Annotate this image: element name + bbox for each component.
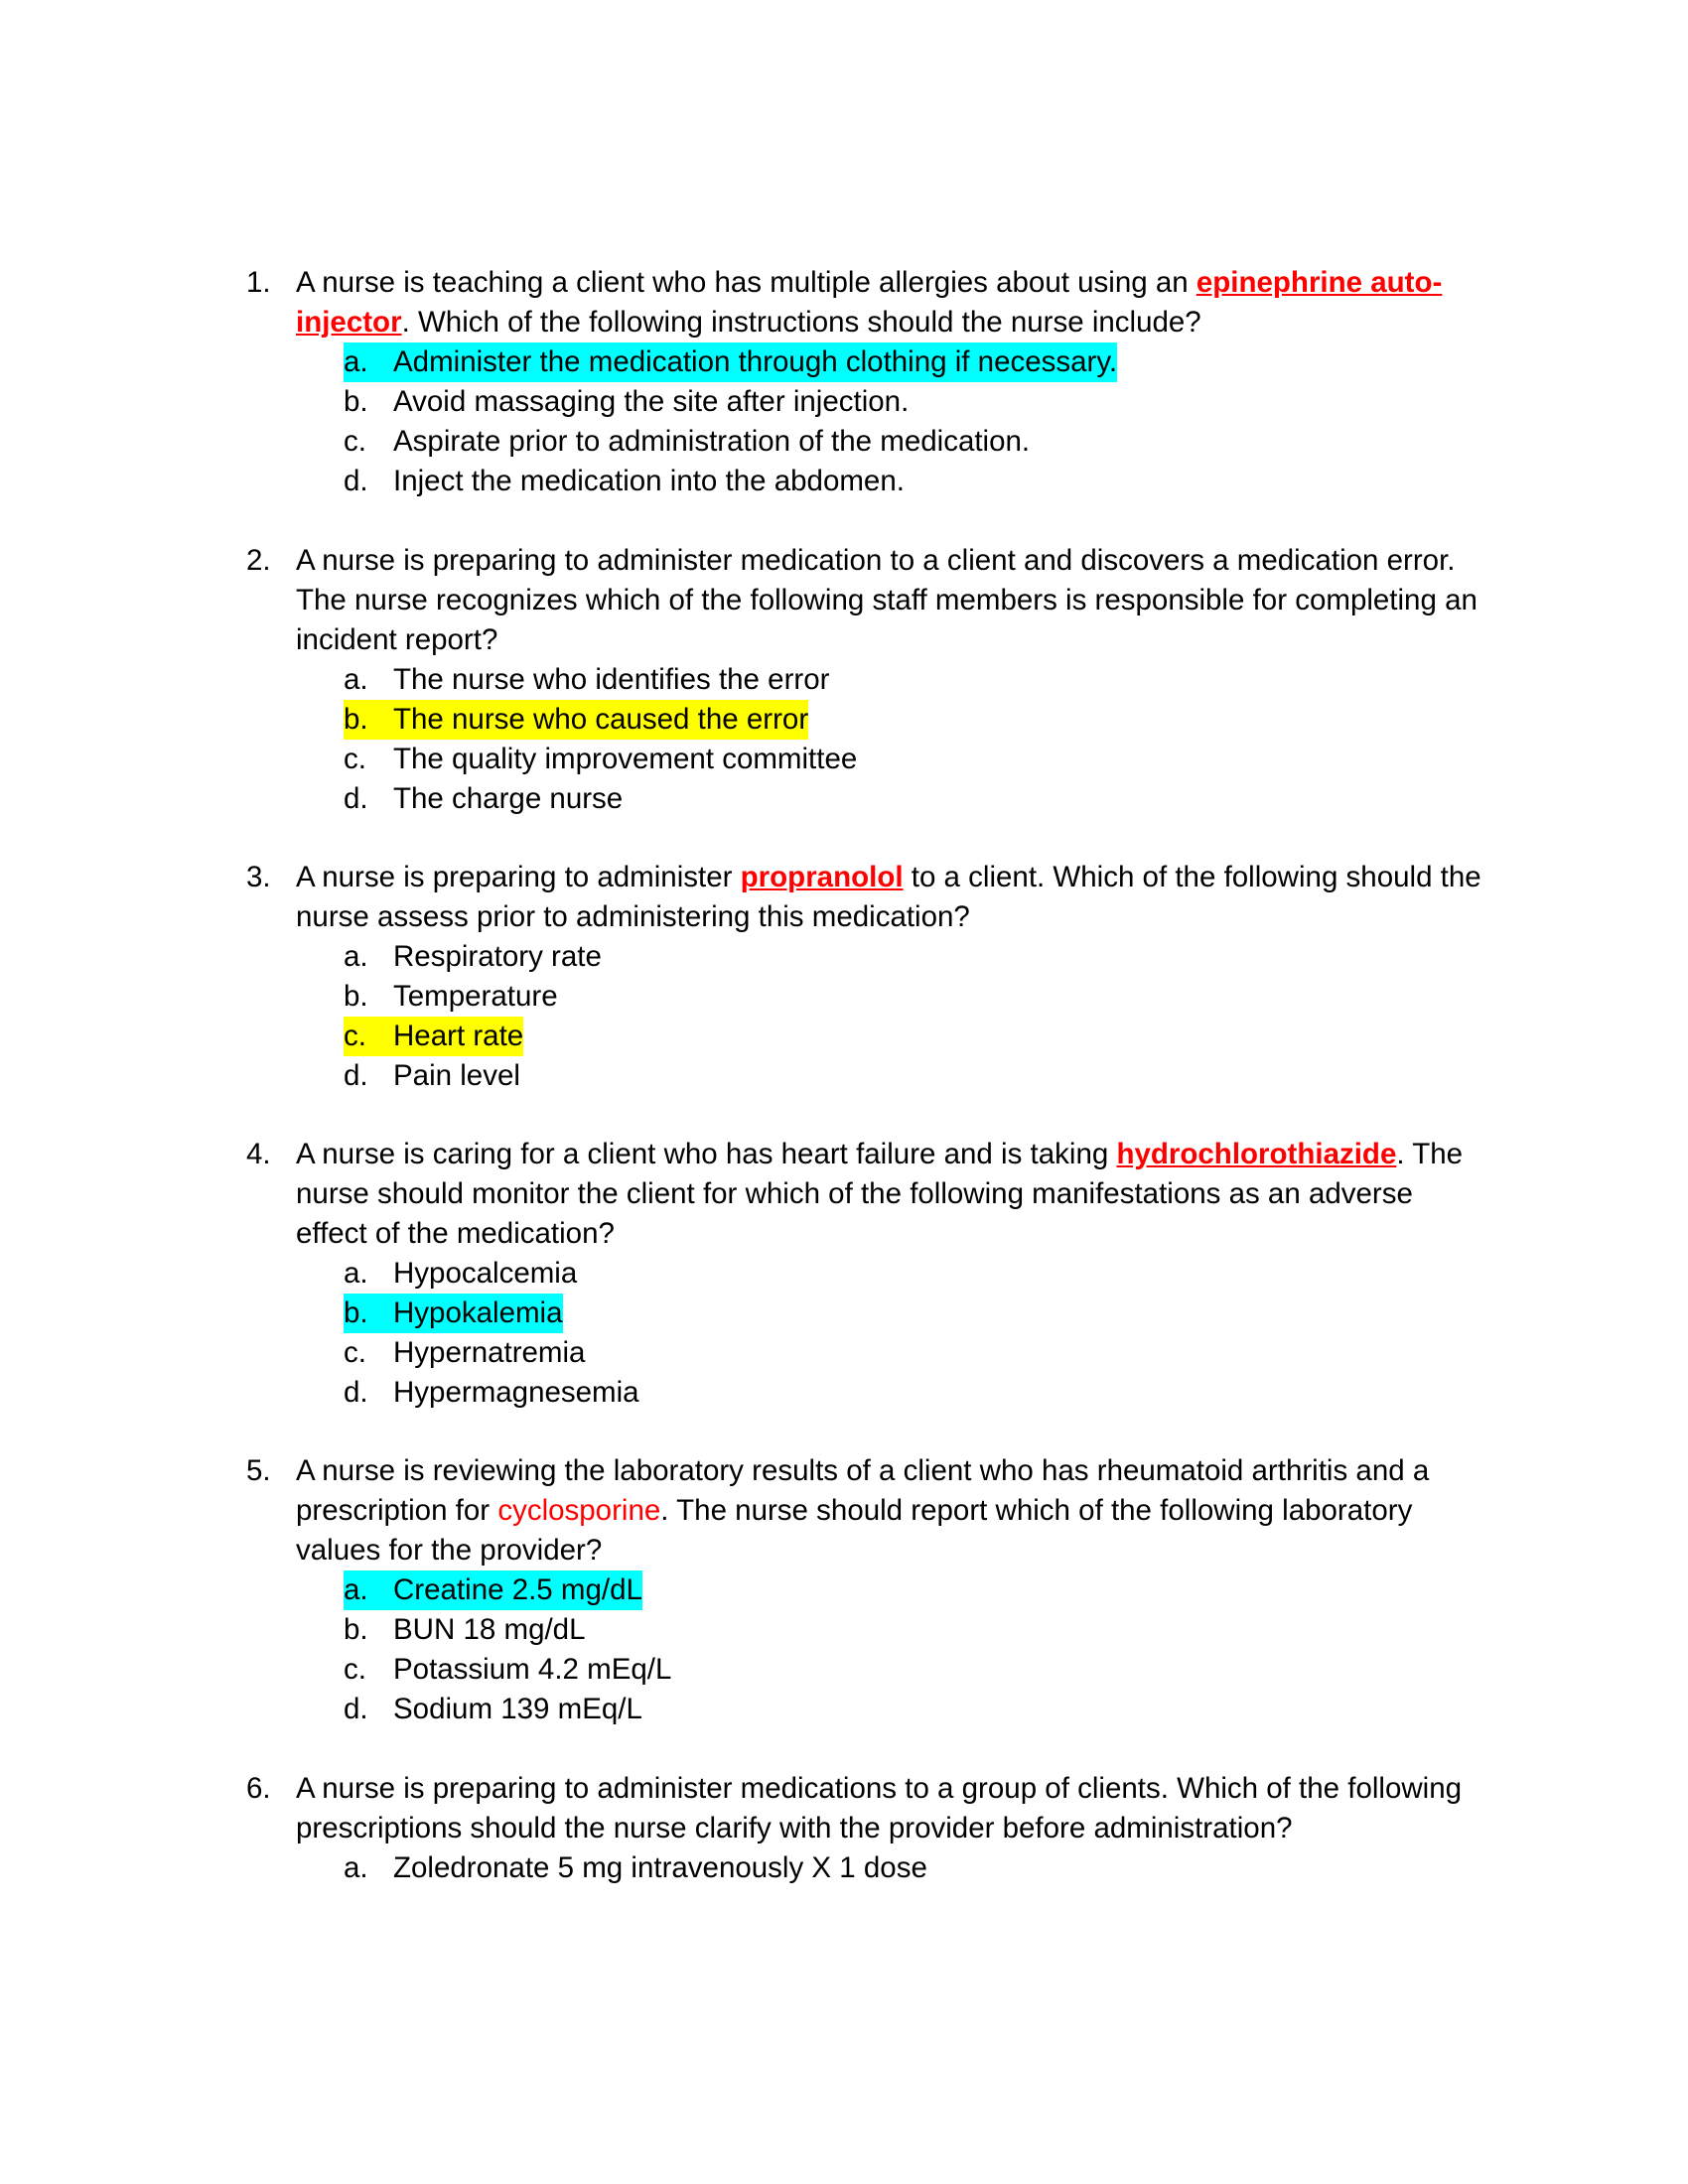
option-letter: c. bbox=[344, 743, 366, 775]
highlighted-answer bbox=[344, 1570, 642, 1610]
option-letter: a. bbox=[344, 1573, 368, 1606]
option-d bbox=[344, 1690, 1487, 1729]
option-c bbox=[344, 1333, 1487, 1373]
question-number: 5. bbox=[246, 1454, 271, 1487]
options-list bbox=[344, 660, 1487, 819]
highlighted-answer bbox=[344, 700, 808, 740]
option-letter: c. bbox=[344, 1020, 366, 1052]
question-text-pre: A nurse is caring for a client who has heart failure and is taking bbox=[296, 1138, 1117, 1170]
drug-name: propranolol bbox=[740, 861, 904, 893]
question-number: 4. bbox=[246, 1138, 271, 1170]
option-text: Aspirate prior to administration of the medication. bbox=[393, 425, 1031, 458]
option-text: The quality improvement committee bbox=[393, 743, 858, 775]
option-a bbox=[344, 937, 1487, 977]
option-d bbox=[344, 462, 1487, 501]
option-letter: b. bbox=[344, 1613, 368, 1646]
question-text-pre: A nurse is preparing to administer bbox=[296, 861, 741, 893]
option-d bbox=[344, 1056, 1487, 1096]
option-letter: c. bbox=[344, 1653, 366, 1686]
option-c bbox=[344, 1650, 1487, 1690]
option-letter: a. bbox=[344, 345, 368, 378]
option-text: BUN 18 mg/dL bbox=[393, 1613, 586, 1646]
option-a bbox=[344, 1848, 1487, 1888]
question-2 bbox=[246, 541, 1487, 819]
option-b bbox=[344, 1294, 1487, 1333]
question-number: 3. bbox=[246, 861, 271, 893]
question-number: 1. bbox=[246, 266, 271, 299]
question-text-post: . The nurse should report which of the following laboratory values for the provider? bbox=[296, 1494, 1413, 1567]
option-text: Respiratory rate bbox=[393, 940, 602, 973]
option-text: Hypocalcemia bbox=[393, 1257, 578, 1290]
question-text bbox=[296, 858, 1487, 937]
option-a bbox=[344, 1570, 1487, 1610]
question-number: 6. bbox=[246, 1772, 271, 1805]
option-letter: d. bbox=[344, 782, 368, 815]
option-letter: c. bbox=[344, 1336, 366, 1369]
question-1 bbox=[246, 263, 1487, 501]
option-text: The nurse who caused the error bbox=[393, 703, 809, 736]
question-text bbox=[296, 1451, 1487, 1570]
option-text: Temperature bbox=[393, 980, 558, 1013]
option-text: Sodium 139 mEq/L bbox=[393, 1693, 642, 1725]
option-text: The charge nurse bbox=[393, 782, 624, 815]
option-letter: a. bbox=[344, 663, 368, 696]
option-a bbox=[344, 1254, 1487, 1294]
option-text: Pain level bbox=[393, 1059, 520, 1092]
option-text: Zoledronate 5 mg intravenously X 1 dose bbox=[393, 1851, 927, 1884]
option-letter: c. bbox=[344, 425, 366, 458]
question-text-post: . The nurse should monitor the client for which of the following manifestations as an adverse effect of the medication? bbox=[296, 1138, 1464, 1250]
option-text: Avoid massaging the site after injection. bbox=[393, 385, 910, 418]
question-text: A nurse is preparing to administer medications to a group of clients. Which of the following prescriptions should the nurse clarify with the provider before administration? bbox=[296, 1772, 1463, 1844]
option-c bbox=[344, 740, 1487, 779]
option-a bbox=[344, 342, 1487, 382]
drug-name: epinephrine auto-injector bbox=[296, 266, 1443, 339]
option-letter: d. bbox=[344, 1376, 368, 1409]
option-letter: d. bbox=[344, 1059, 368, 1092]
question-text-pre: A nurse is teaching a client who has multiple allergies about using an bbox=[296, 266, 1196, 299]
option-text: Hypernatremia bbox=[393, 1336, 586, 1369]
option-letter: d. bbox=[344, 465, 368, 497]
option-letter: a. bbox=[344, 1851, 368, 1884]
highlighted-answer bbox=[344, 342, 1117, 382]
question-text: A nurse is preparing to administer medication to a client and discovers a medication error. The nurse recognizes which of the following staff members is responsible for completing an incident report? bbox=[296, 544, 1477, 656]
option-text: Hypokalemia bbox=[393, 1297, 563, 1329]
option-b bbox=[344, 977, 1487, 1017]
option-c bbox=[344, 422, 1487, 462]
option-b bbox=[344, 700, 1487, 740]
option-c bbox=[344, 1017, 1487, 1056]
question-text-post: . Which of the following instructions should the nurse include? bbox=[401, 306, 1201, 339]
options-list bbox=[344, 1570, 1487, 1729]
options-list bbox=[344, 1848, 1487, 1888]
highlighted-answer bbox=[344, 1294, 563, 1333]
question-5 bbox=[246, 1451, 1487, 1729]
option-text: Inject the medication into the abdomen. bbox=[393, 465, 905, 497]
question-number: 2. bbox=[246, 544, 271, 577]
option-text: Creatine 2.5 mg/dL bbox=[393, 1573, 642, 1606]
options-list bbox=[344, 1254, 1487, 1413]
question-6 bbox=[246, 1769, 1487, 1888]
options-list bbox=[344, 342, 1487, 501]
question-text bbox=[296, 263, 1487, 342]
option-letter: b. bbox=[344, 980, 368, 1013]
option-text: Heart rate bbox=[393, 1020, 524, 1052]
question-text bbox=[296, 1135, 1487, 1254]
option-letter: d. bbox=[344, 1693, 368, 1725]
question-text-post: to a client. Which of the following should the nurse assess prior to administering this medication? bbox=[296, 861, 1481, 933]
option-d bbox=[344, 1373, 1487, 1413]
question-4 bbox=[246, 1135, 1487, 1413]
drug-name: hydrochlorothiazide bbox=[1116, 1138, 1397, 1170]
question-text-pre: A nurse is reviewing the laboratory results of a client who has rheumatoid arthritis and a prescription for bbox=[296, 1454, 1430, 1527]
option-text: Administer the medication through clothing if necessary. bbox=[393, 345, 1118, 378]
option-b bbox=[344, 382, 1487, 422]
options-list bbox=[344, 937, 1487, 1096]
option-text: Potassium 4.2 mEq/L bbox=[393, 1653, 672, 1686]
question-3 bbox=[246, 858, 1487, 1096]
drug-name: cyclosporine bbox=[497, 1494, 661, 1527]
option-letter: a. bbox=[344, 940, 368, 973]
option-b bbox=[344, 1610, 1487, 1650]
option-text: The nurse who identifies the error bbox=[393, 663, 830, 696]
option-letter: b. bbox=[344, 385, 368, 418]
option-letter: b. bbox=[344, 1297, 368, 1329]
option-d bbox=[344, 779, 1487, 819]
option-a bbox=[344, 660, 1487, 700]
option-letter: a. bbox=[344, 1257, 368, 1290]
highlighted-answer bbox=[344, 1017, 523, 1056]
option-letter: b. bbox=[344, 703, 368, 736]
option-text: Hypermagnesemia bbox=[393, 1376, 639, 1409]
